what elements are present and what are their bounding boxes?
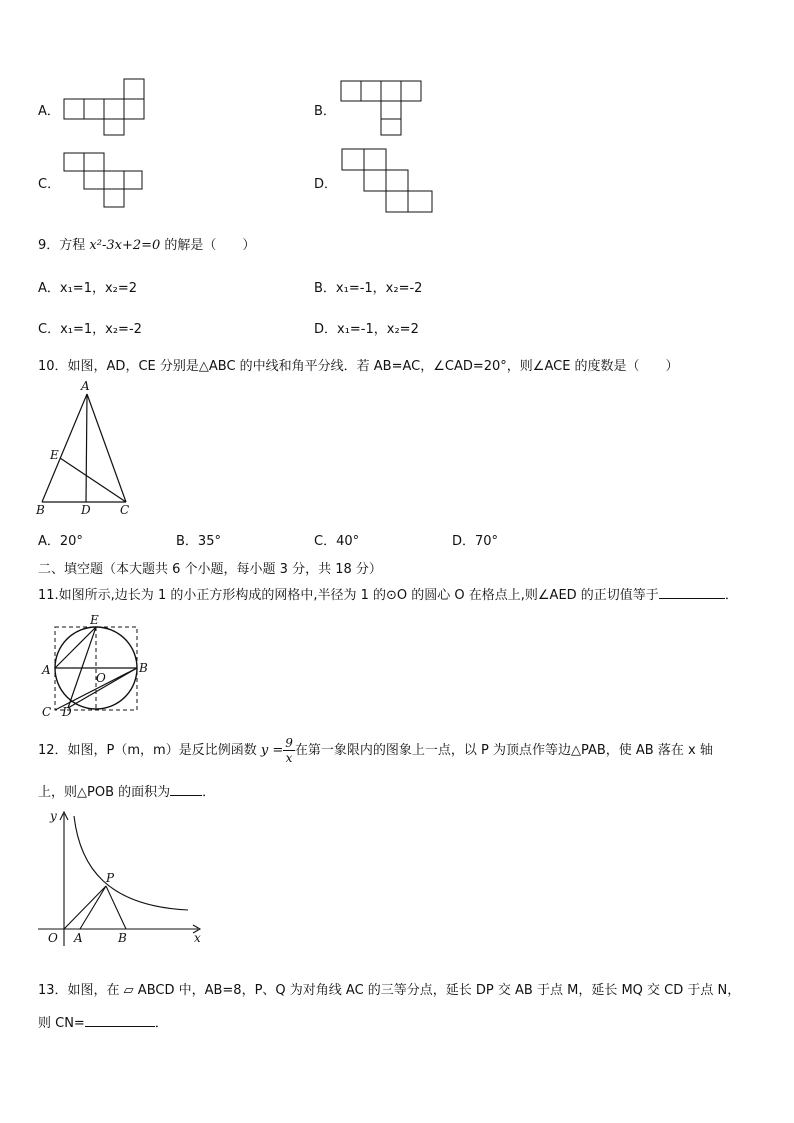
q10-triangle-figure xyxy=(34,380,144,518)
q11-label-d: D xyxy=(62,705,72,719)
q13-end: ． xyxy=(154,1016,168,1031)
q9-option-d: D．x₁=-1，x₂=2 xyxy=(314,322,419,337)
q8-option-d-label: D． xyxy=(314,177,338,192)
q10-label-d: D xyxy=(81,503,91,517)
q12-graph-figure xyxy=(38,808,208,948)
q9-stem-pre: 9．方程 xyxy=(38,238,90,253)
q10-label-c: C xyxy=(120,503,130,517)
q12-stem-line2 xyxy=(38,781,215,800)
q11-answer-blank xyxy=(659,584,725,599)
q10-label-b: B xyxy=(36,503,45,517)
q11-end: ． xyxy=(724,588,738,603)
q13-stem-line2 xyxy=(38,1012,168,1031)
q13-stem-line1: 13．如图，在 ▱ ABCD 中，AB=8，P、Q 为对角线 AC 的三等分点，延长 DP 交 AB 于点 M，延长 MQ 交 CD 于点 N， xyxy=(38,983,741,998)
q11-label-a: A xyxy=(42,663,51,677)
q12-func-lhs: y = xyxy=(260,743,284,758)
q12-fraction-numerator: 9 xyxy=(285,736,293,750)
q10-option-b: B．35° xyxy=(176,534,221,549)
q12-stem-line1 xyxy=(38,734,713,768)
q12-stem-post: 在第一象限内的图象上一点，以 P 为顶点作等边△PAB，使 AB 落在 x 轴 xyxy=(294,743,713,758)
q10-label-a: A xyxy=(81,379,90,393)
q8-option-c-figure xyxy=(63,151,147,211)
q12-answer-blank xyxy=(170,781,202,796)
q11-stem-line xyxy=(38,584,738,603)
q12-end: ． xyxy=(202,785,216,800)
q8-option-b-figure xyxy=(340,79,424,137)
q12-fraction xyxy=(283,736,295,765)
q9-stem xyxy=(38,234,255,253)
q9-equation: x²-3x+2=0 xyxy=(89,238,161,253)
q8-option-a-figure xyxy=(63,77,147,137)
q11-label-b: B xyxy=(139,661,148,675)
q11-circle-grid-figure xyxy=(40,612,152,720)
q8-option-b-label: B． xyxy=(314,104,336,119)
q12-line2: 上，则△POB 的面积为 xyxy=(38,785,171,800)
q9-option-c: C．x₁=1，x₂=-2 xyxy=(38,322,142,337)
q13-line2: 则 CN= xyxy=(38,1016,85,1031)
q11-label-c: C xyxy=(42,705,52,719)
q12-stem-pre: 12．如图，P（m，m）是反比例函数 xyxy=(38,743,261,758)
q12-label-a: A xyxy=(74,931,83,945)
q10-option-d: D．70° xyxy=(452,534,499,549)
q11-stem: 11.如图所示,边长为 1 的小正方形构成的网格中,半径为 1 的⊙O 的圆心 O 在格点上,则∠AED 的正切值等于 xyxy=(38,588,659,603)
q8-option-a-label: A． xyxy=(38,104,60,119)
q12-label-p: P xyxy=(106,871,115,885)
q8-option-c-label: C． xyxy=(38,177,61,192)
q11-label-e: E xyxy=(90,613,99,627)
q9-option-a: A．x₁=1，x₂=2 xyxy=(38,281,138,296)
q10-option-c: C．40° xyxy=(314,534,360,549)
section-2-heading: 二、填空题（本大题共 6 个小题，每小题 3 分，共 18 分） xyxy=(38,562,382,577)
q13-answer-blank xyxy=(85,1012,155,1027)
q10-stem: 10．如图，AD，CE 分别是△ABC 的中线和角平分线．若 AB=AC，∠CAD=20°，则∠ACE 的度数是（ ） xyxy=(38,359,679,374)
q9-option-b: B．x₁=-1，x₂=-2 xyxy=(314,281,423,296)
q12-label-b: B xyxy=(118,931,127,945)
q11-label-o: O xyxy=(96,671,106,685)
q9-stem-post: 的解是（ ） xyxy=(160,238,256,253)
q12-label-y: y xyxy=(50,809,57,823)
q10-option-a: A．20° xyxy=(38,534,83,549)
q12-fraction-denominator: x xyxy=(285,751,293,765)
q12-label-o: O xyxy=(48,931,58,945)
q12-label-x: x xyxy=(194,931,201,945)
q10-label-e: E xyxy=(50,448,59,462)
q8-option-d-figure xyxy=(340,147,436,215)
